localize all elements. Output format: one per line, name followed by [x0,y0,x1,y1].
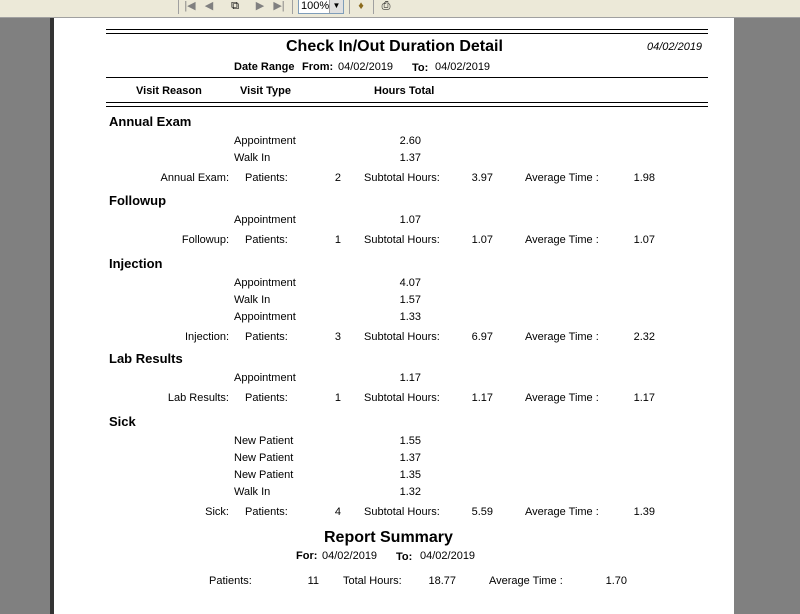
summary-average-value: 1.70 [605,575,627,587]
group-title: Followup [109,193,167,208]
summary-to-value: 04/02/2019 [420,550,476,562]
average-value: 1.07 [633,234,655,246]
patients-value: 4 [334,506,341,518]
visit-type-cell: Appointment [234,135,296,147]
subtotal-label: Subtotal Hours: [364,172,440,184]
first-page-icon[interactable]: |◀ [184,0,196,12]
header-rule [106,33,708,34]
subtotal-value: 1.17 [471,392,493,404]
visit-type-cell: Walk In [234,294,271,306]
subtotal-label: Subtotal Hours: [364,392,440,404]
subtotal-value: 5.59 [471,506,493,518]
last-page-icon[interactable]: ▶| [273,0,285,12]
patients-label: Patients: [245,331,288,343]
summary-total-label: Total Hours: [343,575,402,587]
visit-type-cell: Appointment [234,277,296,289]
patients-value: 1 [334,234,341,246]
report-viewer-toolbar [0,0,800,18]
average-value: 1.17 [633,392,655,404]
group-title: Sick [109,414,136,429]
hours-cell: 1.55 [399,435,421,447]
group-footer-label: Injection: [184,331,229,343]
group-title: Annual Exam [109,114,192,129]
patients-label: Patients: [245,392,288,404]
hours-cell: 1.35 [399,469,421,481]
toolbar-separator [373,0,374,14]
column-header-visit-type: Visit Type [240,85,291,97]
subtotal-label: Subtotal Hours: [364,506,440,518]
visit-type-cell: Appointment [234,372,296,384]
toolbar-separator [292,0,293,14]
hours-cell: 4.07 [399,277,421,289]
summary-patients-label: Patients: [209,575,252,587]
report-title: Check In/Out Duration Detail [286,38,503,55]
patients-label: Patients: [245,172,288,184]
subtotal-value: 1.07 [471,234,493,246]
print-icon[interactable]: ⎙ [381,0,391,12]
group-title: Injection [109,256,163,271]
hours-cell: 1.37 [399,452,421,464]
subtotal-value: 3.97 [471,172,493,184]
column-header-rule [106,106,708,107]
search-text-icon[interactable]: ♦ [358,0,364,12]
column-header-rule [106,77,708,78]
visit-type-cell: Walk In [234,152,271,164]
report-date: 04/02/2019 [647,41,703,53]
subtotal-value: 6.97 [471,331,493,343]
zoom-select[interactable] [298,0,344,14]
average-value: 2.32 [633,331,655,343]
toolbar-separator [178,0,179,14]
chevron-down-icon[interactable]: ▼ [329,0,343,13]
summary-average-label: Average Time : [489,575,563,587]
visit-type-cell: New Patient [234,469,294,481]
visit-type-cell: Appointment [234,311,296,323]
group-footer-label: Followup: [181,234,229,246]
from-value: 04/02/2019 [338,61,394,73]
patients-value: 3 [334,331,341,343]
from-label: From: [302,61,334,73]
date-range-label: Date Range [234,61,295,73]
hours-cell: 1.37 [399,152,421,164]
summary-patients-value: 11 [307,575,319,587]
average-value: 1.98 [633,172,655,184]
report-page [54,18,734,614]
column-header-visit-reason: Visit Reason [136,85,202,97]
to-value: 04/02/2019 [435,61,491,73]
patients-label: Patients: [245,234,288,246]
viewer-background-right [734,18,800,614]
average-label: Average Time : [525,392,599,404]
to-label: To: [412,62,429,74]
viewer-background-left [0,18,50,614]
next-page-icon[interactable]: ▶ [255,0,265,12]
header-rule [106,29,708,30]
subtotal-label: Subtotal Hours: [364,331,440,343]
average-label: Average Time : [525,331,599,343]
visit-type-cell: New Patient [234,452,294,464]
average-label: Average Time : [525,506,599,518]
group-footer-label: Sick: [205,506,229,518]
summary-title: Report Summary [324,529,453,546]
group-footer-label: Annual Exam: [160,172,229,184]
average-value: 1.39 [633,506,655,518]
hours-cell: 1.33 [399,311,421,323]
hours-cell: 1.32 [399,486,421,498]
group-title: Lab Results [109,351,183,366]
column-header-rule [106,102,708,103]
patients-value: 2 [334,172,341,184]
summary-for-value: 04/02/2019 [322,550,378,562]
hours-cell: 1.57 [399,294,421,306]
visit-type-cell: New Patient [234,435,294,447]
previous-page-icon[interactable]: ◀ [204,0,214,12]
subtotal-label: Subtotal Hours: [364,234,440,246]
average-label: Average Time : [525,234,599,246]
hours-cell: 1.17 [399,372,421,384]
visit-type-cell: Walk In [234,486,271,498]
group-footer-label: Lab Results: [167,392,229,404]
average-label: Average Time : [525,172,599,184]
patients-value: 1 [334,392,341,404]
summary-to-label: To: [396,551,413,563]
copy-page-icon[interactable]: ⧉ [231,0,239,12]
summary-for-label: For: [296,550,318,562]
hours-cell: 2.60 [399,135,421,147]
column-header-hours-total: Hours Total [374,85,435,97]
visit-type-cell: Appointment [234,214,296,226]
patients-label: Patients: [245,506,288,518]
toolbar-separator [349,0,350,14]
summary-total-value: 18.77 [428,575,456,587]
hours-cell: 1.07 [399,214,421,226]
zoom-value: 100% [301,0,330,12]
